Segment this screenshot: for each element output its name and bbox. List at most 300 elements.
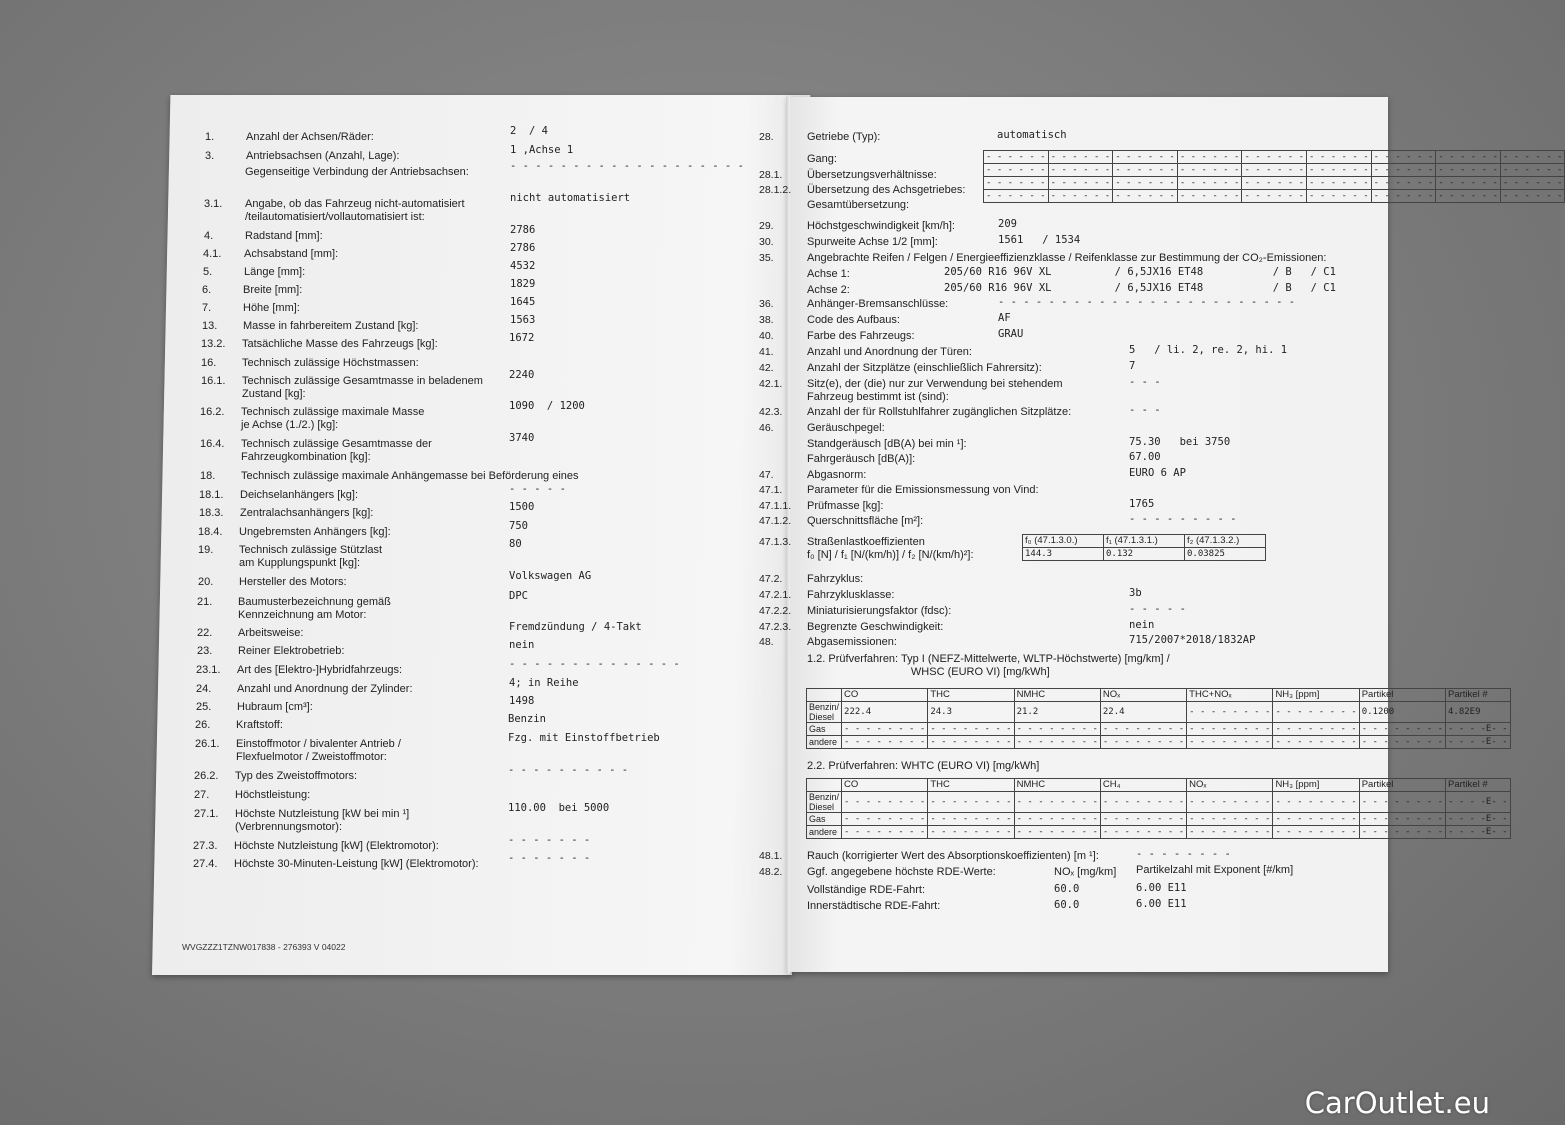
row-value: DPC	[509, 590, 528, 602]
row-number: 35.	[759, 252, 774, 264]
rde-nox-header: NOₓ [mg/km]	[1054, 866, 1117, 878]
row-label: Geräuschpegel:	[807, 422, 885, 434]
row-number: 26.1.	[195, 738, 220, 750]
row-label: Länge [mm]:	[244, 266, 306, 278]
emission-header: NOₓ	[1187, 779, 1273, 792]
row-value: 1563	[510, 314, 536, 326]
row-number: 18.4.	[198, 526, 223, 538]
row-value: 67.00	[1129, 451, 1161, 463]
row-label: Farbe des Fahrzeugs:	[807, 330, 915, 342]
row-number: 27.4.	[193, 858, 218, 870]
row-label: Prüfmasse [kg]:	[807, 500, 884, 512]
gear-cell: - - - - - -	[1307, 190, 1372, 203]
row-number: 23.	[197, 645, 213, 657]
gear-cell: - - - - - -	[984, 177, 1049, 190]
row-label: Anzahl und Anordnung der Türen:	[807, 346, 972, 358]
row-number: 16.4.	[200, 438, 225, 450]
emission-header: NOₓ	[1100, 689, 1186, 702]
row-label: Standgeräusch [dB(A) bei min ¹]:	[807, 438, 967, 450]
gear-cell: - - - - - -	[1242, 190, 1307, 203]
gear-cell: - - - - - -	[984, 164, 1049, 177]
emission-header: Partikel #	[1446, 779, 1511, 792]
emission-value: - - - - - - - -	[1273, 723, 1359, 736]
gear-cell: - - - - - -	[1436, 177, 1501, 190]
row-value: Fremdzündung / 4-Takt	[509, 621, 642, 633]
emission-value: 21.2	[1014, 702, 1100, 723]
row-label: Gesamtübersetzung:	[807, 199, 910, 211]
row-value: 1765	[1129, 498, 1155, 510]
row-label: Höchstleistung:	[235, 789, 311, 801]
emission-value: - - - - - - - -	[928, 723, 1014, 736]
row-number: 47.1.	[759, 484, 783, 496]
rde-pn-header: Partikelzahl mit Exponent [#/km]	[1136, 864, 1294, 876]
row-value: 209	[998, 218, 1017, 230]
gear-cell: - - - - - -	[1177, 151, 1242, 164]
footer-code: WVGZZZ1TZNW017838 - 276393 V 04022	[182, 942, 346, 952]
emission-row	[807, 723, 1511, 736]
emission-value: - - - - - - - -	[1014, 826, 1100, 839]
row-label: Vollständige RDE-Fahrt:	[807, 884, 925, 896]
row-number: 47.1.1.	[759, 500, 792, 512]
row-label: Hubraum [cm³]:	[237, 701, 313, 713]
row-number: 22.	[197, 627, 213, 639]
row-value: - - - - - - - -	[1136, 848, 1231, 860]
row-label: Abgasnorm:	[807, 469, 867, 481]
row-value: - - -	[1129, 376, 1161, 388]
emission-header-row	[807, 779, 1511, 792]
emission-value: - - - - - - - -	[1187, 826, 1273, 839]
row-label: Abgasemissionen:	[807, 636, 897, 648]
row-label: Baumusterbezeichnung gemäß Kennzeichnung am Motor:	[238, 596, 391, 621]
row-number: 16.	[201, 357, 217, 369]
row-value: - - - - - - - - - -	[508, 764, 629, 776]
row-label: 2.2. Prüfverfahren: WHTC (EURO VI) [mg/kWh]	[807, 760, 1040, 772]
row-number: 23.1.	[196, 664, 221, 676]
emission-value: - - - - - - - -	[1014, 736, 1100, 749]
row-value: 2240	[509, 369, 535, 381]
row-number: 3.	[205, 150, 215, 162]
row-value: 110.00 bei 5000	[508, 802, 610, 814]
row-number: 30.	[759, 236, 774, 248]
gear-cell: - - - - - -	[1177, 190, 1242, 203]
gear-cell: - - - - - -	[1500, 164, 1565, 177]
emission-header: Partikel #	[1446, 689, 1511, 702]
row-number: 16.1.	[201, 375, 226, 387]
row-number: 41.	[759, 346, 774, 358]
row-label: Innerstädtische RDE-Fahrt:	[807, 900, 941, 912]
row-number: 48.1.	[759, 850, 783, 862]
row-label: Angebrachte Reifen / Felgen / Energieeffizienzklasse / Reifenklasse zur Bestimmung der CO₂-Emissionen:	[807, 252, 1327, 264]
emission-value: - - - - - - - -	[1014, 813, 1100, 826]
coeff-header: f₂ (47.1.3.2.)	[1185, 535, 1266, 548]
row-label: Ungebremsten Anhängers [kg]:	[239, 526, 391, 538]
row-label: Querschnittsfläche [m²]:	[807, 515, 924, 527]
row-number: 19.	[198, 544, 214, 556]
row-label: Reiner Elektrobetrieb:	[238, 645, 345, 657]
gear-cell: - - - - - -	[1048, 164, 1113, 177]
row-label: Spurweite Achse 1/2 [mm]:	[807, 236, 938, 248]
emission-value: - - - - - - - -	[1100, 826, 1186, 839]
emission-header: CH₄	[1100, 779, 1186, 792]
emission-value: - - - - - - - -	[928, 813, 1014, 826]
row-value: 7	[1129, 360, 1136, 372]
row-value: automatisch	[997, 129, 1067, 141]
row-number: 27.3.	[193, 840, 218, 852]
row-value: 1498	[509, 695, 535, 707]
coeff-value-row	[1023, 548, 1266, 561]
row-value: 2786	[510, 242, 536, 254]
coeff-value: 144.3	[1023, 548, 1104, 561]
row-label: Höchstgeschwindigkeit [km/h]:	[807, 220, 955, 232]
row-number: 18.	[200, 470, 216, 482]
gear-cell: - - - - - -	[1307, 164, 1372, 177]
emission-value: - - - - - - - -	[1187, 723, 1273, 736]
row-label: Arbeitsweise:	[238, 627, 304, 639]
row-value: 4532	[510, 260, 536, 272]
row-label: Ggf. angegebene höchste RDE-Werte:	[807, 866, 996, 878]
row-number: 4.1.	[203, 248, 222, 260]
row-number: 47.	[759, 469, 774, 481]
row-number: 18.3.	[199, 507, 224, 519]
emission-value: - - - - - - - -	[1187, 792, 1273, 813]
row-number: 47.2.3.	[759, 621, 792, 633]
row-number: 3.1.	[204, 198, 223, 210]
emission-row	[807, 826, 1511, 839]
emission-header: CO	[842, 779, 928, 792]
emission-value: - - - - - - - -	[1359, 826, 1445, 839]
rde-full-nox: 60.0	[1054, 883, 1080, 895]
gear-cell: - - - - - -	[984, 151, 1049, 164]
row-value: - - - - - - - - - - - - - - - - - - - - - - - -	[998, 296, 1296, 308]
gear-cell: - - - - - -	[1113, 164, 1178, 177]
row-label: 1.2. Prüfverfahren: Typ I (NEFZ-Mittelwerte, WLTP-Höchstwerte) [mg/km] / WHSC (EURO VI) [mg/kWh]	[807, 653, 1170, 678]
row-value: 3740	[509, 432, 535, 444]
emission-value: - - - - - - - -	[842, 792, 928, 813]
emission-value: - - - - - - - -	[1273, 813, 1359, 826]
emission-value: - - - - - - - -	[1100, 813, 1186, 826]
row-label: Deichselanhängers [kg]:	[240, 489, 359, 501]
row-label: Technisch zulässige Gesamtmasse in beladenem Zustand [kg]:	[242, 375, 483, 400]
row-label: Anzahl der Achsen/Räder:	[246, 131, 374, 143]
row-value: GRAU	[998, 328, 1024, 340]
row-label: Technisch zulässige maximale Anhängemasse bei Beförderung eines	[241, 470, 579, 482]
gear-cell: - - - - - -	[1048, 177, 1113, 190]
emission-value: - - - -E- -	[1446, 792, 1511, 813]
emission-value: - - - - - - - -	[1187, 702, 1273, 723]
row-number: 28.	[759, 131, 774, 143]
row-label: Begrenzte Geschwindigkeit:	[807, 621, 944, 633]
gear-row	[984, 164, 1565, 177]
emission-header-row	[807, 689, 1511, 702]
row-number: 25.	[196, 701, 212, 713]
fuel-header	[807, 689, 842, 702]
row-label: Fahrzyklus:	[807, 573, 864, 585]
row-value: 1672	[509, 332, 535, 344]
gear-cell: - - - - - -	[1500, 177, 1565, 190]
emission-value: - - - -E- -	[1446, 736, 1511, 749]
emission-value: - - - - - - - -	[1014, 792, 1100, 813]
row-label: Übersetzungsverhältnisse:	[807, 169, 937, 181]
row-value: - - - - - - - - -	[1129, 513, 1237, 525]
row-label: Technisch zulässige Gesamtmasse der Fahrzeugkombination [kg]:	[241, 438, 432, 463]
row-value: 4; in Reihe	[509, 677, 579, 689]
row-label: Breite [mm]:	[243, 284, 303, 296]
row-label: Getriebe (Typ):	[807, 131, 881, 143]
row-label: Fahrzyklusklasse:	[807, 589, 895, 601]
row-label: Antriebsachsen (Anzahl, Lage):	[246, 150, 400, 162]
row-label: Technisch zulässige maximale Masse je Achse (1./2.) [kg]:	[241, 406, 425, 431]
emission-value: - - - - - - - -	[1273, 826, 1359, 839]
row-label: Achsabstand [mm]:	[244, 248, 339, 260]
coeff-header: f₀ (47.1.3.0.)	[1023, 535, 1104, 548]
emission-header: Partikel	[1359, 689, 1445, 702]
gear-cell: - - - - - -	[1242, 177, 1307, 190]
emission-value: 4.82E9	[1446, 702, 1511, 723]
row-number: 48.	[759, 636, 774, 648]
emission-header: NH₃ [ppm]	[1273, 689, 1359, 702]
gear-cell: - - - - - -	[984, 190, 1049, 203]
row-value: nein	[1129, 619, 1155, 631]
emission-row	[807, 792, 1511, 813]
emission-value: - - - - - - - -	[1359, 723, 1445, 736]
row-value: - - - - -	[1129, 603, 1186, 615]
row-value: - - -	[1129, 404, 1161, 416]
row-value: - - - - -	[509, 483, 566, 495]
row-label: Anhänger-Bremsanschlüsse:	[807, 298, 949, 310]
row-value: 1645	[510, 296, 536, 308]
emission-value: - - - - - - - -	[842, 723, 928, 736]
row-number: 47.2.2.	[759, 605, 792, 617]
emission-value: - - - -E- -	[1446, 723, 1511, 736]
gear-cell: - - - - - -	[1307, 151, 1372, 164]
gear-cell: - - - - - -	[1048, 190, 1113, 203]
row-number: 6.	[202, 284, 212, 296]
row-label: Höhe [mm]:	[243, 302, 300, 314]
row-label: Masse in fahrbereitem Zustand [kg]:	[243, 320, 419, 332]
emission-value: - - - - - - - -	[1014, 723, 1100, 736]
gear-ratio-table	[983, 150, 1565, 203]
row-value: 2 / 4	[510, 125, 548, 137]
gear-cell: - - - - - -	[1436, 190, 1501, 203]
emission-value: - - - - - - - -	[842, 813, 928, 826]
emission-header: NH₃ [ppm]	[1273, 779, 1359, 792]
row-value: 2786	[510, 224, 536, 236]
row-label: Typ des Zweistoffmotors:	[235, 770, 358, 782]
row-label: Anzahl der Sitzplätze (einschließlich Fahrersitz):	[807, 362, 1042, 374]
emission-value: 0.1200	[1359, 702, 1445, 723]
emission-value: - - - - - - - -	[1273, 736, 1359, 749]
row-label: Code des Aufbaus:	[807, 314, 900, 326]
emission-value: - - - - - - - -	[1359, 736, 1445, 749]
row-value: 75.30 bei 3750	[1129, 436, 1231, 448]
gear-cell: - - - - - -	[1500, 151, 1565, 164]
gear-cell: - - - - - -	[1242, 164, 1307, 177]
gear-cell: - - - - - -	[1048, 151, 1113, 164]
row-value: - - - - - - - - - - - - - -	[509, 658, 680, 670]
row-number: 48.2.	[759, 866, 783, 878]
row-value: Volkswagen AG	[509, 570, 592, 582]
row-value: nein	[509, 639, 535, 651]
gear-cell: - - - - - -	[1371, 177, 1436, 190]
emission-value: 22.4	[1100, 702, 1186, 723]
row-label: Fahrgeräusch [dB(A)]:	[807, 453, 916, 465]
gear-cell: - - - - - -	[1436, 151, 1501, 164]
row-value: nicht automatisiert	[510, 192, 631, 204]
coeff-header-row	[1023, 535, 1266, 548]
row-value: Benzin	[508, 713, 546, 725]
row-number: 16.2.	[200, 406, 225, 418]
row-label: Achse 2:	[807, 284, 850, 296]
row-label: Miniaturisierungsfaktor (fdsc):	[807, 605, 952, 617]
row-number: 7.	[202, 302, 212, 314]
fuel-label: Gas	[807, 813, 842, 826]
row-label: Parameter für die Emissionsmessung von Vind:	[807, 484, 1039, 496]
gear-cell: - - - - - -	[1177, 177, 1242, 190]
row-value: 3b	[1129, 587, 1142, 599]
row-value: 1090 / 1200	[509, 400, 585, 412]
row-label: Übersetzung des Achsgetriebes:	[807, 184, 966, 196]
gear-row	[984, 177, 1565, 190]
row-number: 40.	[759, 330, 774, 342]
emission-header: THC	[928, 779, 1014, 792]
row-label: Art des [Elektro-]Hybridfahrzeugs:	[237, 664, 403, 676]
emission-value: - - - - - - - -	[1273, 702, 1359, 723]
rde-city-pn: 6.00 E11	[1136, 898, 1187, 910]
emission-value: - - - - - - - -	[1187, 736, 1273, 749]
gear-cell: - - - - - -	[1500, 190, 1565, 203]
road-coefficient-table	[1022, 534, 1266, 561]
row-number: 46.	[759, 422, 774, 434]
gear-cell: - - - - - -	[1371, 151, 1436, 164]
row-value: - - - - - - -	[508, 852, 591, 864]
row-label: Gang:	[807, 153, 837, 165]
emission-header: CO	[842, 689, 928, 702]
row-label: Höchste 30-Minuten-Leistung [kW] (Elektromotor):	[234, 858, 479, 870]
row-number: 28.1.	[759, 169, 783, 181]
emission-header: THC	[928, 689, 1014, 702]
fuel-header	[807, 779, 842, 792]
row-label: Rauch (korrigierter Wert des Absorptionskoeffizienten) [m ¹]:	[807, 850, 1099, 862]
gear-row	[984, 151, 1565, 164]
row-number: 47.2.	[759, 573, 783, 585]
row-number: 21.	[197, 596, 213, 608]
row-value: 1561 / 1534	[998, 234, 1081, 246]
row-number: 1.	[205, 131, 215, 143]
emission-value: - - - - - - - -	[928, 826, 1014, 839]
emission-value: - - - - - - - -	[842, 826, 928, 839]
row-number: 38.	[759, 314, 774, 326]
row-number: 36.	[759, 298, 774, 310]
gear-cell: - - - - - -	[1242, 151, 1307, 164]
row-number: 20.	[198, 576, 214, 588]
row-value: - - - - - - - - - - - - - - - - - - -	[510, 160, 744, 172]
coeff-value: 0.03825	[1185, 548, 1266, 561]
gear-cell: - - - - - -	[1307, 177, 1372, 190]
row-value: 715/2007*2018/1832AP	[1129, 634, 1256, 646]
fuel-label: andere	[807, 826, 842, 839]
row-label: Achse 1:	[807, 268, 850, 280]
row-label: Anzahl der für Rollstuhlfahrer zugänglichen Sitzplätze:	[807, 406, 1072, 418]
row-label: Angabe, ob das Fahrzeug nicht-automatisiert /teilautomatisiert/vollautomatisiert ist:	[245, 198, 465, 223]
row-number: 13.2.	[201, 338, 226, 350]
gear-row	[984, 190, 1565, 203]
emission-value: - - - - - - - -	[1100, 792, 1186, 813]
row-label: Tatsächliche Masse des Fahrzeugs [kg]:	[242, 338, 438, 350]
gear-cell: - - - - - -	[1436, 164, 1501, 177]
gear-cell: - - - - - -	[1113, 151, 1178, 164]
row-label: Radstand [mm]:	[245, 230, 323, 242]
row-number: 29.	[759, 220, 774, 232]
row-value: 1 ,Achse 1	[510, 144, 574, 156]
emission-value: - - - -E- -	[1446, 813, 1511, 826]
gear-cell: - - - - - -	[1113, 190, 1178, 203]
row-value: EURO 6 AP	[1129, 467, 1186, 479]
row-number: 28.1.2.	[759, 184, 792, 196]
emission-row	[807, 813, 1511, 826]
row-label: Technisch zulässige Stützlast am Kupplungspunkt [kg]:	[239, 544, 383, 569]
fuel-label: andere	[807, 736, 842, 749]
row-label: Höchste Nutzleistung [kW bei min ¹] (Verbrennungsmotor):	[235, 808, 410, 833]
emission-value: - - - - - - - -	[928, 736, 1014, 749]
emission-table-type1	[806, 688, 1511, 749]
row-number: 13.	[202, 320, 218, 332]
emission-header: NMHC	[1014, 689, 1100, 702]
rde-full-pn: 6.00 E11	[1136, 882, 1187, 894]
emission-value: - - - - - - - -	[1273, 792, 1359, 813]
emission-value: - - - - - - - -	[1359, 792, 1445, 813]
emission-value: - - - - - - - -	[1100, 723, 1186, 736]
page-fold	[786, 96, 790, 974]
row-label: Technisch zulässige Höchstmassen:	[242, 357, 419, 369]
emission-value: - - - - - - - -	[1359, 813, 1445, 826]
row-label: Gegenseitige Verbindung der Antriebsachsen:	[245, 166, 469, 178]
row-number: 47.1.3.	[759, 536, 792, 548]
row-number: 42.	[759, 362, 774, 374]
row-number: 18.1.	[199, 489, 224, 501]
row-label: Einstoffmotor / bivalenter Antrieb / Flexfuelmotor / Zweistoffmotor:	[236, 738, 401, 763]
rde-city-nox: 60.0	[1054, 899, 1080, 911]
row-number: 27.1.	[194, 808, 219, 820]
emission-header: THC+NOₓ	[1187, 689, 1273, 702]
emission-value: - - - - - - - -	[1187, 813, 1273, 826]
row-number: 47.1.2.	[759, 515, 792, 527]
row-number: 26.2.	[194, 770, 219, 782]
row-label: Höchste Nutzleistung [kW] (Elektromotor):	[234, 840, 439, 852]
emission-table-whtc	[806, 778, 1511, 839]
row-label: Hersteller des Motors:	[239, 576, 347, 588]
row-label: Kraftstoff:	[236, 719, 283, 731]
row-number: 47.2.1.	[759, 589, 792, 601]
row-value: 205/60 R16 96V XL / 6,5JX16 ET48 / B / C1	[944, 266, 1336, 278]
watermark-logo: CarOutlet.eu	[1304, 1086, 1490, 1120]
gear-cell: - - - - - -	[1371, 190, 1436, 203]
emission-row	[807, 702, 1511, 723]
fuel-label: Benzin/ Diesel	[807, 792, 842, 813]
row-number: 26.	[195, 719, 211, 731]
emission-value: - - - - - - - -	[842, 736, 928, 749]
emission-header: NMHC	[1014, 779, 1100, 792]
row-number: 5.	[203, 266, 213, 278]
row-value: 1829	[510, 278, 536, 290]
row-number: 27.	[194, 789, 210, 801]
row-value: 205/60 R16 96V XL / 6,5JX16 ET48 / B / C1	[944, 282, 1336, 294]
gear-cell: - - - - - -	[1113, 177, 1178, 190]
coeff-header: f₁ (47.1.3.1.)	[1104, 535, 1185, 548]
emission-value: - - - - - - - -	[928, 792, 1014, 813]
coeff-value: 0.132	[1104, 548, 1185, 561]
row-value: 1500	[509, 501, 535, 513]
row-label: Anzahl und Anordnung der Zylinder:	[237, 683, 413, 695]
